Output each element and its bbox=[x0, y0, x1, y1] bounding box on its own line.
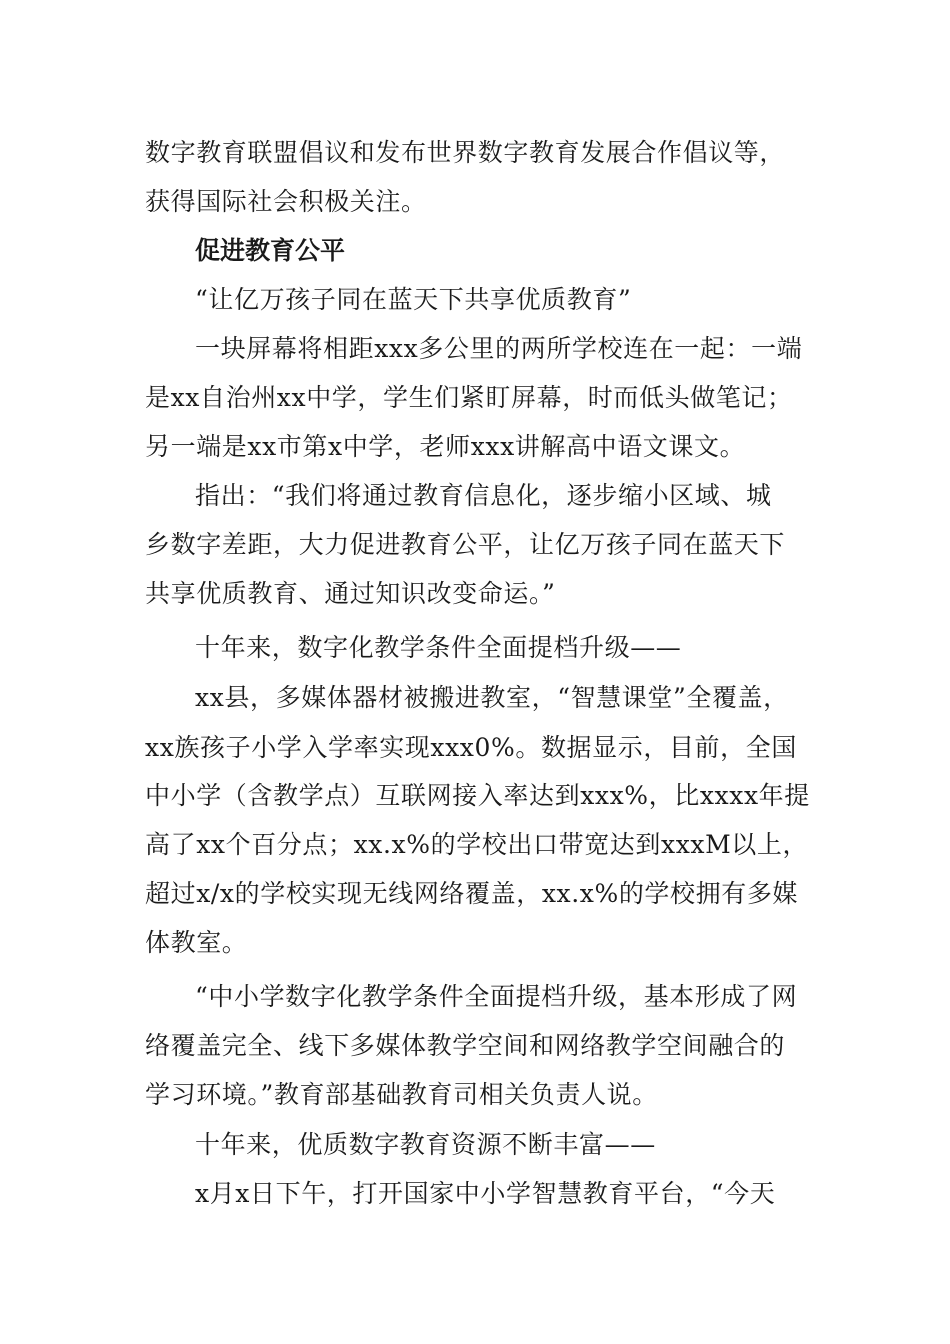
body-text-line: 十年来，优质数字教育资源不断丰富—— bbox=[195, 1130, 656, 1159]
body-text-line: 体教室。 bbox=[145, 928, 248, 957]
body-text-line: xx县，多媒体器材被搬进教室，“智慧课堂”全覆盖， bbox=[195, 683, 789, 712]
body-text-line: x月x日下午，打开国家中小学智慧教育平台，“今天 bbox=[195, 1179, 776, 1208]
body-text-line: 数字教育联盟倡议和发布世界数字教育发展合作倡议等， bbox=[145, 138, 786, 167]
body-text-line: 一块屏幕将相距xxx多公里的两所学校连在一起：一端 bbox=[195, 334, 803, 363]
body-text-line: 乡数字差距，大力促进教育公平，让亿万孩子同在蓝天下 bbox=[145, 530, 786, 559]
body-text-line: 获得国际社会积极关注。 bbox=[145, 187, 427, 216]
subheading-quote: “让亿万孩子同在蓝天下共享优质教育” bbox=[195, 285, 632, 314]
body-text-line: 指出：“我们将通过教育信息化，逐步缩小区域、城 bbox=[195, 481, 772, 510]
body-text-line: 中小学（含教学点）互联网接入率达到xxx%，比xxxx年提 bbox=[145, 781, 810, 810]
body-text-line: 另一端是xx市第x中学，老师xxx讲解高中语文课文。 bbox=[145, 432, 746, 461]
body-text-line: 十年来，数字化教学条件全面提档升级—— bbox=[195, 633, 682, 662]
body-text-line: 高了xx个百分点；xx.x%的学校出口带宽达到xxxM以上， bbox=[145, 830, 809, 859]
body-text-line: 学习环境。”教育部基础教育司相关负责人说。 bbox=[145, 1080, 658, 1109]
body-text-line: xx族孩子小学入学率实现xxx0%。数据显示，目前，全国 bbox=[145, 733, 797, 762]
body-text-line: “中小学数字化教学条件全面提档升级，基本形成了网 bbox=[195, 982, 798, 1011]
body-text-line: 超过x/x的学校实现无线网络覆盖，xx.x%的学校拥有多媒 bbox=[145, 879, 799, 908]
body-text-line: 络覆盖完全、线下多媒体教学空间和网络教学空间融合的 bbox=[145, 1031, 786, 1060]
section-heading: 促进教育公平 bbox=[195, 236, 346, 265]
body-text-line: 是xx自治州xx中学，学生们紧盯屏幕，时而低头做笔记； bbox=[145, 383, 793, 412]
body-text-line: 共享优质教育、通过知识改变命运。” bbox=[145, 579, 556, 608]
